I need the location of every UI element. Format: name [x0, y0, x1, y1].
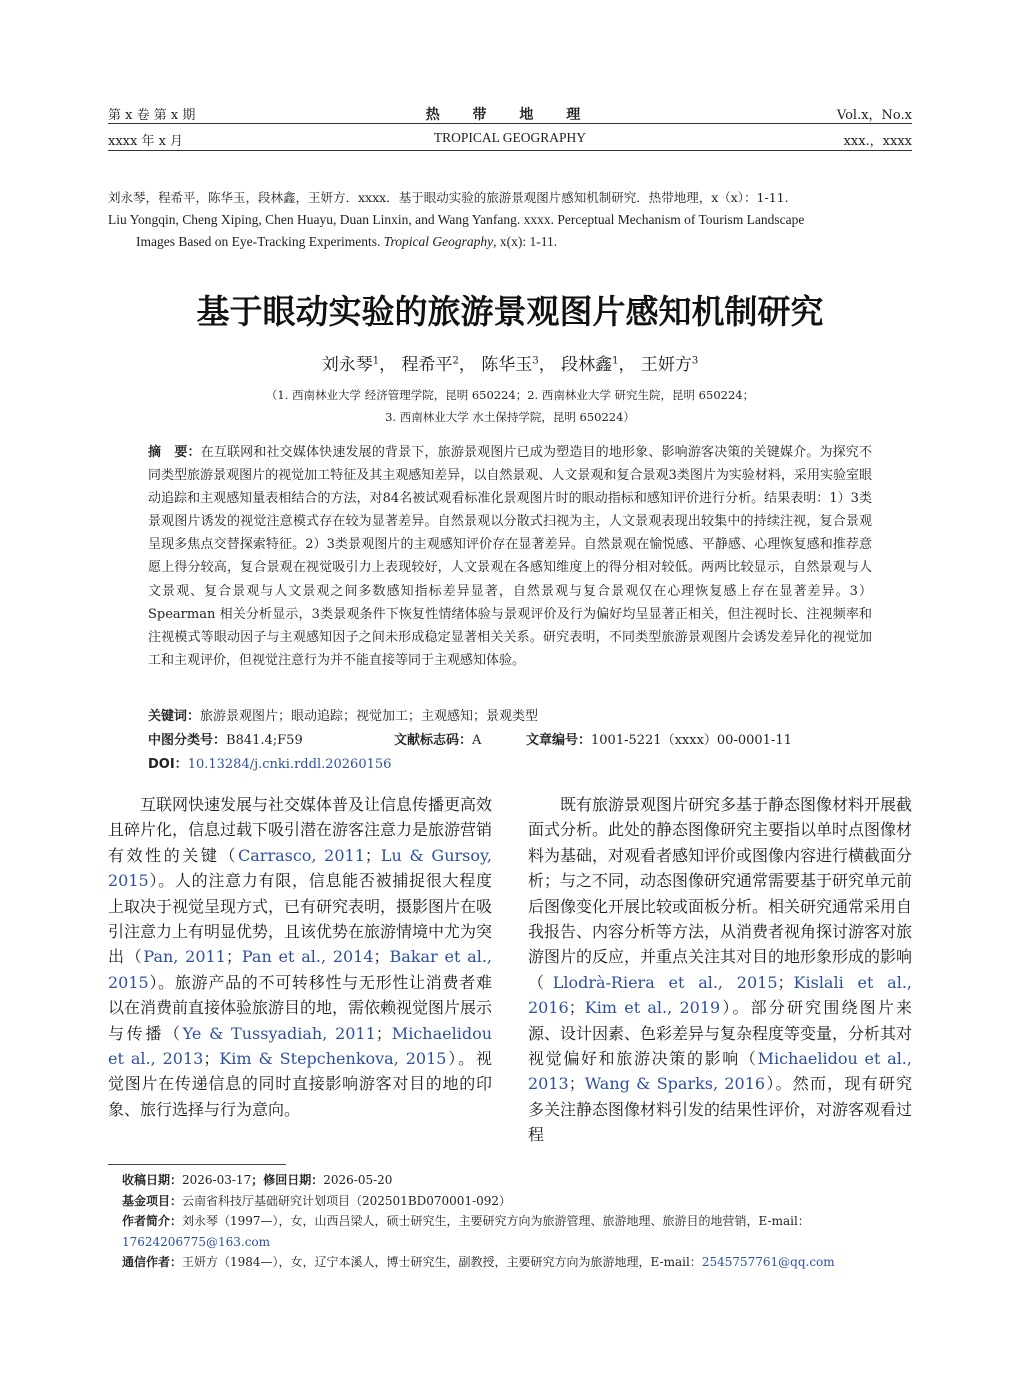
- keywords-label: 关键词：: [148, 709, 201, 724]
- author-name: 段林鑫: [561, 355, 613, 375]
- abstract-text: 在互联网和社交媒体快速发展的背景下，旅游景观图片已成为塑造目的地形象、影响游客决策的关键媒介。为探究不同类型旅游景观图片的视觉加工特征及其主观感知差异，以自然景观、人文景观和复合景观3类图片为实验材料，采用实验室眼动追踪和主观感知量表相结合的方法，对84名被试观看标准化景观图片时的眼动指标和感知评价进行分析。结果表明：1）3类景观图片诱发的视觉注意模式存在较为显著差异。自然景观以分散式扫视为主，人文景观表现出较集中的持续注视，复合景观呈现多焦点交替探索特征。2）3类景观图片的主观感知评价存在显著差异。自然景观在愉悦感、平静感、心理恢复感和推荐意愿上得分较高，复合景观在视觉吸引力上表现较好，人文景观在各感知维度上的得分相对较低。两两比较显示，自然景观与人文景观、复合景观与人文景观之间多数感知指标差异显著，自然景观与复合景观仅在心理恢复感上存在显著差异。3）Spearman 相关分析显示，3类景观条件下恢复性情绪体验与景观评价及行为偏好均呈显著正相关，但注视时长、注视频率和注视模式等眼动因子与主观感知因子之间未形成稳定显著相关关系。研究表明，不同类型旅游景观图片会诱发差异化的视觉加工和主观评价，但视觉注意行为并不能直接等同于主观感知体验。: [148, 445, 872, 668]
- author-name: 刘永琴: [321, 355, 373, 375]
- article-number: [526, 729, 792, 748]
- doi-label: DOI：: [148, 757, 188, 772]
- citation-en-text: Images Based on Eye-Tracking Experiments.: [136, 234, 384, 249]
- header-rule-top: [108, 123, 912, 124]
- body-text: ）。视觉图片在传递信息的同时直接影响游客对目的地的印象、旅行选择与行为意向。: [108, 1049, 492, 1119]
- citation-link[interactable]: Bakar et al., 2015: [108, 947, 492, 992]
- footnote-author: [108, 1211, 914, 1252]
- footnotes: [108, 1170, 914, 1273]
- revised-date: 2026-05-20: [323, 1173, 393, 1187]
- body-text: ；: [373, 947, 390, 967]
- author-name: 程希平: [401, 355, 453, 375]
- doc-code: [394, 729, 481, 748]
- author-name: 王妍方: [640, 355, 692, 375]
- citation-journal-italic: Tropical Geography: [383, 234, 494, 249]
- citation-link[interactable]: Pan, 2011: [143, 947, 226, 967]
- abstract-label: 摘 要：: [148, 445, 201, 460]
- citation-cn: 刘永琴，程希平，陈华玉，段林鑫，王妍方．xxxx．基于眼动实验的旅游景观图片感知机制研究．热带地理，x（x）：1-11.: [108, 190, 789, 205]
- body-text: ；: [568, 1074, 585, 1094]
- corresponding-bio: 王妍方（1984—），女，辽宁本溪人，博士研究生，副教授，主要研究方向为旅游地理，E-mail：: [182, 1255, 702, 1269]
- citation-link[interactable]: Kim & Stepchenkova, 2015: [219, 1049, 447, 1069]
- citation-block: [108, 187, 914, 253]
- body-text: ）。人的注意力有限，信息能否被捕捉很大程度上取决于视觉呈现方式，已有研究表明，摄影图片在吸引注意力上有明显优势，且该优势在旅游情境中尤为突出（: [108, 871, 493, 967]
- author-list: [0, 350, 1020, 375]
- doi: [148, 753, 391, 772]
- author-separator: ，: [458, 355, 476, 375]
- body-text: ；: [777, 972, 794, 992]
- journal-name-en: TROPICAL GEOGRAPHY: [433, 130, 587, 145]
- author-separator: ，: [538, 355, 556, 375]
- body-paragraph: [108, 792, 492, 1122]
- body-text: ）。旅游产品的不可转移性与无形性让消费者难以在消费前直接体验旅游目的地，需依赖视觉图片展示与传播（: [108, 972, 493, 1043]
- author-affil-mark: 3: [691, 355, 699, 367]
- body-column-left: [108, 792, 492, 1122]
- citation-link[interactable]: Wang & Sparks, 2016: [584, 1074, 766, 1094]
- journal-name-cn: 热 带 地 理: [425, 107, 595, 123]
- body-column-right: [528, 792, 912, 1148]
- keywords-text: 旅游景观图片；眼动追踪；视觉加工；主观感知；景观类型: [200, 709, 539, 724]
- clc-label: 中图分类号：: [148, 733, 227, 748]
- paper-title: 基于眼动实验的旅游景观图片感知机制研究: [196, 292, 824, 331]
- footnote-corresponding: [108, 1252, 914, 1273]
- citation-link[interactable]: Ye & Tussyadiah, 2011: [182, 1023, 376, 1043]
- body-text: ；: [568, 998, 585, 1018]
- abstract: [148, 441, 872, 672]
- citation-link[interactable]: Kim et al., 2019: [584, 998, 721, 1018]
- footnote-dates: [108, 1170, 914, 1191]
- author-name: 陈华玉: [481, 355, 533, 375]
- header-rule-bottom: [108, 150, 912, 151]
- body-text: 互联网快速发展与社交媒体普及让信息传播更高效且碎片化，信息过载下吸引潜在游客注意力是旅游营销有效性的关键（: [108, 795, 493, 865]
- footnote-fund: [108, 1191, 914, 1212]
- citation-link[interactable]: Pan et al., 2014: [241, 947, 374, 967]
- citation-link[interactable]: Kislali et al., 2016: [528, 972, 912, 1018]
- body-text: 既有旅游景观图片研究多基于静态图像材料开展截面式分析。此处的静态图像研究主要指以单时点图像材料为基础，对观看者感知评价或图像内容进行横截面分析；与之不同，动态图像研究通常需要基于研究单元前后图像变化开展比较或面板分析。相关研究通常采用自我报告、内容分析等方法，从消费者视角探讨游客对旅游图片的反应，并重点关注其对目的地形象形成的影响（: [528, 795, 913, 992]
- issue-label: 第 x 卷 第 x 期: [108, 108, 196, 123]
- citation-link[interactable]: Michaelidou et al., 2013: [528, 1049, 912, 1094]
- clc-value: B841.4;F59: [226, 733, 303, 748]
- received-date: 2026-03-17: [182, 1173, 252, 1187]
- author-affil-mark: 3: [532, 355, 539, 367]
- citation-link[interactable]: Carrasco, 2011: [238, 845, 365, 865]
- author-affil-mark: 2: [452, 355, 459, 367]
- citation-en-pages: , x(x): 1-11.: [493, 234, 558, 249]
- article-number-value: 1001-5221（xxxx）00-0001-11: [591, 733, 792, 748]
- body-text: ；: [364, 845, 381, 865]
- body-text: ；: [203, 1049, 220, 1069]
- citation-en-line1: Liu Yongqin, Cheng Xiping, Chen Huayu, Duan Linxin, and Wang Yanfang. xxxx. Perceptual Mechanism of Tourism Landscape: [108, 212, 805, 227]
- date-label-right: xxx.，xxxx: [843, 134, 912, 149]
- doc-code-label: 文献标志码：: [394, 733, 473, 748]
- author-email-link[interactable]: 17624206775@163.com: [122, 1234, 271, 1249]
- author-bio: 刘永琴（1997—），女，山西吕梁人，硕士研究生，主要研究方向为旅游管理、旅游地理、旅游目的地营销，E-mail：: [182, 1214, 810, 1228]
- doi-link[interactable]: 10.13284/j.cnki.rddl.20260156: [187, 757, 392, 772]
- body-text: ）。部分研究围绕图片来源、设计因素、色彩差异与复杂程度等变量，分析其对视觉偏好和旅游决策的影响（: [528, 998, 913, 1069]
- corresponding-email-link[interactable]: 2545757761@qq.com: [701, 1255, 835, 1269]
- volume-label: Vol.x，No.x: [836, 108, 912, 123]
- received-label: 收稿日期：: [122, 1173, 183, 1187]
- citation-link[interactable]: Lu & Gursoy, 2015: [108, 845, 492, 891]
- revised-label: ；修回日期：: [251, 1173, 324, 1187]
- article-number-label: 文章编号：: [526, 733, 592, 748]
- author-affil-mark: 1: [372, 355, 380, 367]
- keywords: [148, 705, 538, 724]
- affiliation-line-2: 3. 西南林业大学 水土保持学院，昆明 650224）: [385, 410, 635, 424]
- citation-link[interactable]: Llodrà-Riera et al., 2015: [552, 972, 778, 992]
- body-text: ；: [375, 1023, 392, 1043]
- body-text: ；: [225, 947, 242, 967]
- fund-label: 基金项目：: [122, 1193, 183, 1208]
- citation-link[interactable]: Michaelidou et al., 2013: [108, 1023, 492, 1069]
- affiliation-line-1: （1. 西南林业大学 经济管理学院，昆明 650224；2. 西南林业大学 研究生院，昆明 650224；: [265, 388, 755, 402]
- doc-code-value: A: [472, 733, 482, 748]
- corresponding-label: 通信作者：: [122, 1255, 183, 1269]
- citation-en-line2: [108, 231, 914, 253]
- author-separator: ，: [379, 355, 397, 375]
- date-label: xxxx 年 x 月: [108, 134, 184, 149]
- author-bio-label: 作者简介：: [122, 1214, 183, 1228]
- author-separator: ，: [618, 355, 636, 375]
- author-affil-mark: 1: [612, 355, 619, 367]
- body-text: ）。然而，现有研究多关注静态图像材料引发的结果性评价，对游客观看过程: [528, 1074, 913, 1145]
- fund-value: 云南省科技厅基础研究计划项目（202501BD070001-092）: [182, 1193, 512, 1208]
- footnote-rule: [108, 1164, 286, 1165]
- body-paragraph: [528, 792, 912, 1148]
- clc-number: [148, 729, 303, 748]
